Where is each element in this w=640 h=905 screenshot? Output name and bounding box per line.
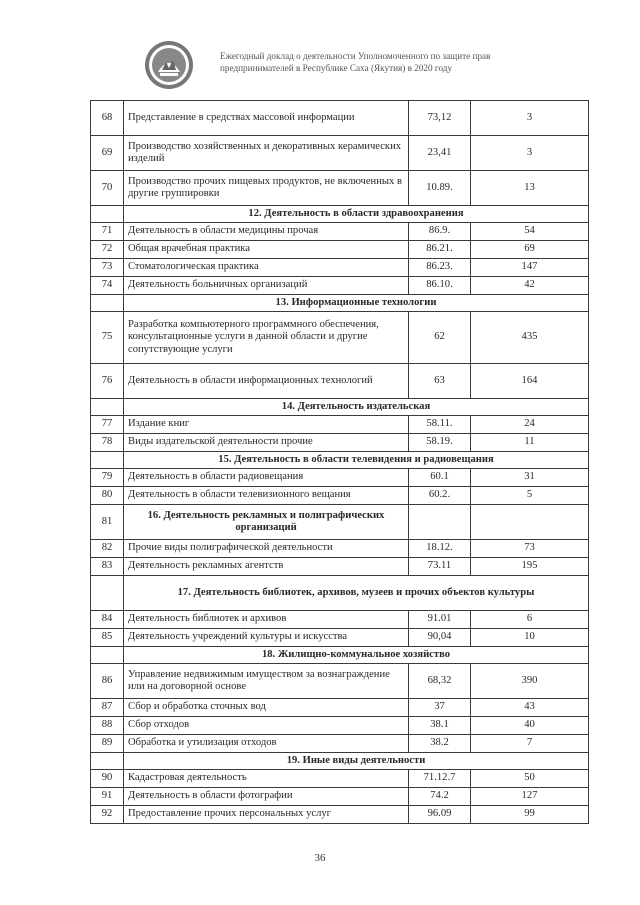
section-heading: 14. Деятельность издательская [124,399,589,416]
enterprise-count: 24 [471,416,589,434]
row-number: 90 [91,770,124,788]
okved-code: 86.21. [409,241,471,259]
table-row [91,487,589,505]
section-heading: 19. Иные виды деятельности [124,753,589,770]
row-number [91,753,124,770]
row-number: 89 [91,735,124,753]
enterprise-count: 99 [471,806,589,824]
okved-code: 63 [409,364,471,399]
okved-code: 60.2. [409,487,471,505]
okved-code: 62 [409,312,471,364]
enterprise-count: 10 [471,629,589,647]
activity-name: Деятельность учреждений культуры и искусства [124,629,409,647]
row-number: 81 [91,505,124,540]
row-number: 80 [91,487,124,505]
activity-name: Предоставление прочих персональных услуг [124,806,409,824]
enterprise-count: 164 [471,364,589,399]
okved-code: 74.2 [409,788,471,806]
enterprise-count: 390 [471,664,589,699]
activity-name: Общая врачебная практика [124,241,409,259]
activity-name: Управление недвижимым имуществом за вознаграждение или на договорной основе [124,664,409,699]
okved-code: 10.89. [409,171,471,206]
enterprise-count: 40 [471,717,589,735]
activity-name: Виды издательской деятельности прочие [124,434,409,452]
okved-code: 58.19. [409,434,471,452]
row-number [91,452,124,469]
enterprise-count: 42 [471,277,589,295]
okved-code: 73.11 [409,558,471,576]
activity-name: Обработка и утилизация отходов [124,735,409,753]
activity-name: Разработка компьютерного программного обеспечения, консультационные услуги в данной области и другие сопутствующие услуги [124,312,409,364]
enterprise-count: 5 [471,487,589,505]
table-row [91,259,589,277]
row-number: 69 [91,136,124,171]
okved-code: 58.11. [409,416,471,434]
section-row [91,295,589,312]
table-row [91,806,589,824]
row-number [91,295,124,312]
table-row [91,735,589,753]
table-row [91,629,589,647]
row-number [91,399,124,416]
enterprise-count: 435 [471,312,589,364]
okved-code: 90,04 [409,629,471,647]
row-number: 85 [91,629,124,647]
activity-name: Деятельность в области телевизионного вещания [124,487,409,505]
table-row [91,788,589,806]
table-row [91,223,589,241]
table-row [91,171,589,206]
activity-name: Деятельность в области медицины прочая [124,223,409,241]
row-number: 77 [91,416,124,434]
activity-name: Сбор отходов [124,717,409,735]
row-number: 91 [91,788,124,806]
row-number: 71 [91,223,124,241]
header-line-1: Ежегодный доклад о деятельности Уполномоченного по защите прав [220,51,491,61]
emblem-logo [144,40,194,90]
okved-code: 38.1 [409,717,471,735]
page-number: 36 [314,852,326,864]
section-row [91,753,589,770]
row-number: 79 [91,469,124,487]
section-row [91,647,589,664]
table-row [91,312,589,364]
header-text [220,50,520,74]
table-row [91,717,589,735]
row-number: 87 [91,699,124,717]
enterprise-count: 147 [471,259,589,277]
activity-name: Прочие виды полиграфической деятельности [124,540,409,558]
table-row [91,241,589,259]
okved-code: 86.10. [409,277,471,295]
section-heading: 16. Деятельность рекламных и полиграфических организаций [124,505,409,540]
section-heading: 15. Деятельность в области телевидения и радиовещания [124,452,589,469]
row-number: 72 [91,241,124,259]
row-number [91,576,124,611]
table-row [91,611,589,629]
enterprise-count: 54 [471,223,589,241]
section-heading: 17. Деятельность библиотек, архивов, музеев и прочих объектов культуры [124,576,589,611]
row-number: 88 [91,717,124,735]
activity-name: Производство хозяйственных и декоративных керамических изделий [124,136,409,171]
section-heading: 13. Информационные технологии [124,295,589,312]
table-row [91,277,589,295]
okved-code: 37 [409,699,471,717]
table-row [91,364,589,399]
section-row [91,452,589,469]
enterprise-count: 3 [471,136,589,171]
empty-cell [409,505,471,540]
activity-name: Деятельность больничных организаций [124,277,409,295]
activity-name: Стоматологическая практика [124,259,409,277]
row-number: 86 [91,664,124,699]
table-row [91,136,589,171]
table-row [91,540,589,558]
table-row [91,101,589,136]
enterprise-count: 127 [471,788,589,806]
page-header [0,0,640,96]
activity-name: Издание книг [124,416,409,434]
row-number: 70 [91,171,124,206]
enterprise-count: 69 [471,241,589,259]
row-number: 73 [91,259,124,277]
enterprise-count: 7 [471,735,589,753]
row-number: 82 [91,540,124,558]
row-number: 78 [91,434,124,452]
row-number [91,206,124,223]
activity-name: Деятельность рекламных агентств [124,558,409,576]
table-body [91,101,589,824]
header-line-2: предпринимателей в Республике Саха (Якутия) в 2020 году [220,63,453,73]
okved-code: 23,41 [409,136,471,171]
activity-name: Производство прочих пищевых продуктов, не включенных в другие группировки [124,171,409,206]
empty-cell [471,505,589,540]
table-row [91,434,589,452]
activity-name: Деятельность в области фотографии [124,788,409,806]
enterprise-count: 3 [471,101,589,136]
okved-code: 73,12 [409,101,471,136]
table-row [91,699,589,717]
activity-table [90,100,589,824]
okved-code: 86.9. [409,223,471,241]
enterprise-count: 50 [471,770,589,788]
row-number: 75 [91,312,124,364]
activity-name: Деятельность в области информационных технологий [124,364,409,399]
table-row [91,416,589,434]
row-number: 68 [91,101,124,136]
section-row [91,399,589,416]
section-heading: 18. Жилищно-коммунальное хозяйство [124,647,589,664]
row-number: 84 [91,611,124,629]
activity-name: Представление в средствах массовой информации [124,101,409,136]
table-row [91,664,589,699]
okved-code: 86.23. [409,259,471,277]
row-number: 76 [91,364,124,399]
section-row [91,576,589,611]
section-row [91,206,589,223]
enterprise-count: 31 [471,469,589,487]
okved-code: 68,32 [409,664,471,699]
table-row [91,770,589,788]
activity-name: Сбор и обработка сточных вод [124,699,409,717]
section-heading: 12. Деятельность в области здравоохранения [124,206,589,223]
row-number: 83 [91,558,124,576]
enterprise-count: 43 [471,699,589,717]
activity-name: Деятельность в области радиовещания [124,469,409,487]
enterprise-count: 195 [471,558,589,576]
okved-code: 91.01 [409,611,471,629]
section-row [91,505,589,540]
table-row [91,558,589,576]
table-row [91,469,589,487]
enterprise-count: 73 [471,540,589,558]
row-number [91,647,124,664]
okved-code: 60.1 [409,469,471,487]
row-number: 74 [91,277,124,295]
row-number: 92 [91,806,124,824]
okved-code: 18.12. [409,540,471,558]
enterprise-count: 13 [471,171,589,206]
enterprise-count: 11 [471,434,589,452]
okved-code: 96.09 [409,806,471,824]
okved-code: 71.12.7 [409,770,471,788]
activity-name: Кадастровая деятельность [124,770,409,788]
okved-code: 38.2 [409,735,471,753]
activity-name: Деятельность библиотек и архивов [124,611,409,629]
enterprise-count: 6 [471,611,589,629]
